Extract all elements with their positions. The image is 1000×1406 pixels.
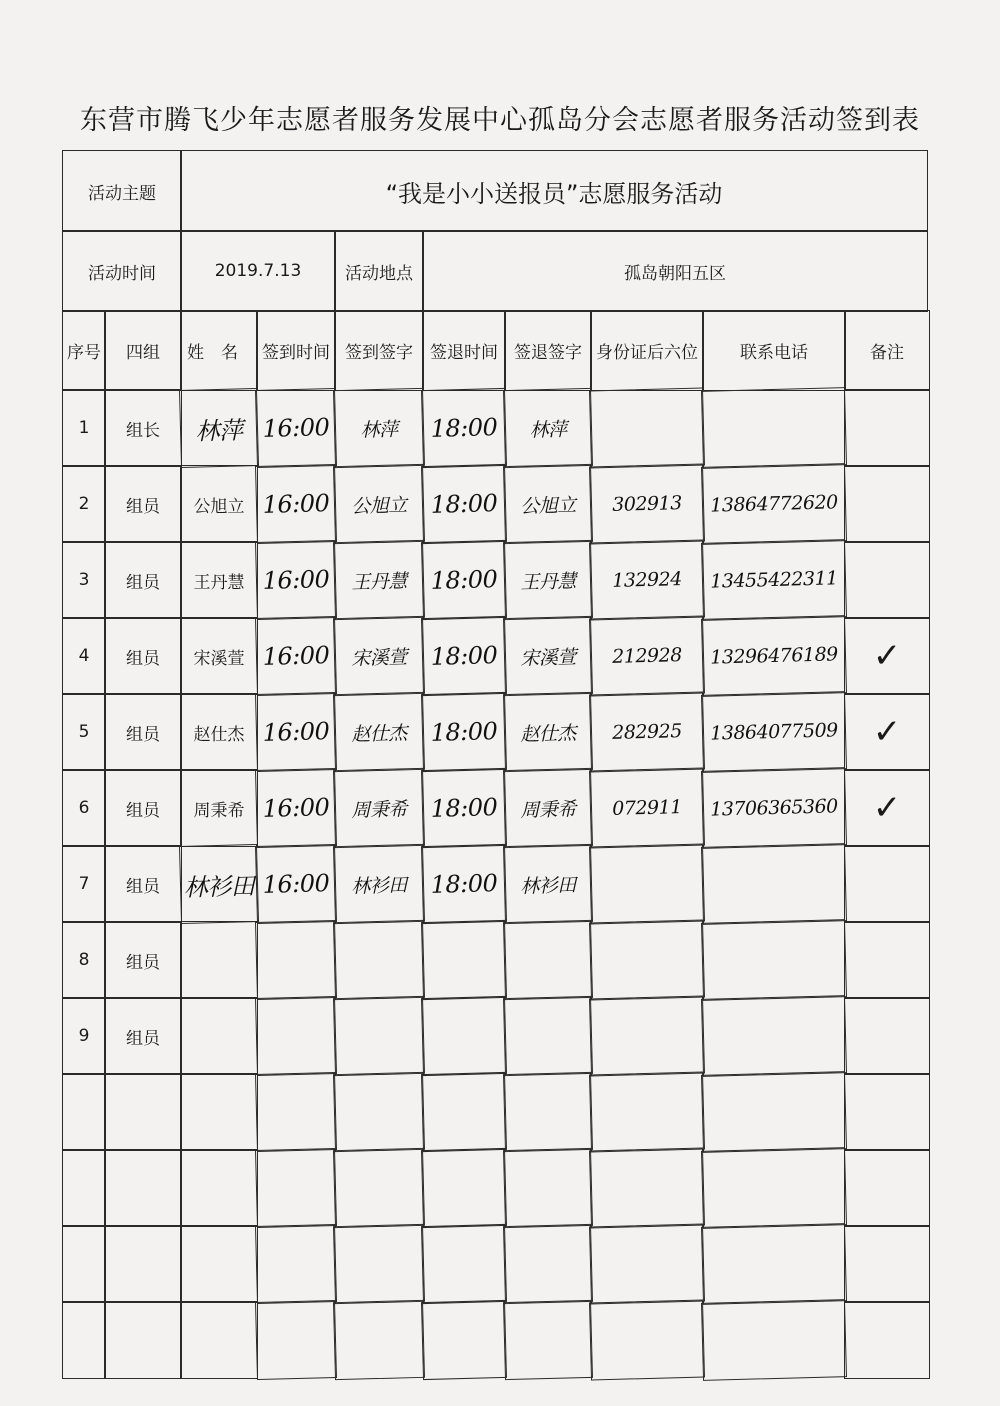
cell-in-time-row4: 16:00 bbox=[255, 616, 337, 696]
cell-in-sign-row12 bbox=[333, 1224, 425, 1304]
cell-group-row12 bbox=[104, 1225, 182, 1303]
cell-id6-row9 bbox=[589, 996, 705, 1077]
cell-id6-row7 bbox=[589, 844, 705, 925]
header-col-no: 序号 bbox=[62, 310, 106, 391]
cell-out-sign-row13 bbox=[503, 1300, 593, 1380]
cell-no-row5: 5 bbox=[62, 693, 106, 771]
cell-group-row4: 组员 bbox=[104, 617, 182, 695]
cell-phone-row7 bbox=[701, 843, 847, 925]
cell-group-row13 bbox=[104, 1301, 182, 1379]
cell-no-row11 bbox=[62, 1149, 106, 1227]
cell-note-row3 bbox=[844, 541, 930, 619]
form-title: 东营市腾飞少年志愿者服务发展中心孤岛分会志愿者服务活动签到表 bbox=[80, 105, 920, 136]
cell-group-row11 bbox=[104, 1149, 182, 1227]
cell-in-time-row12 bbox=[255, 1224, 337, 1304]
cell-in-sign-row5: 赵仕杰 bbox=[333, 692, 425, 772]
cell-in-time-row13 bbox=[255, 1300, 337, 1380]
cell-no-row8: 8 bbox=[62, 921, 106, 999]
cell-no-row6: 6 bbox=[62, 769, 106, 847]
time-label: 活动时间 bbox=[62, 230, 182, 312]
cell-phone-row6: 13706365360 bbox=[701, 767, 847, 849]
cell-out-time-row4: 18:00 bbox=[421, 616, 507, 696]
header-col-id6: 身份证后六位 bbox=[590, 310, 704, 391]
cell-id6-row3: 132924 bbox=[589, 540, 705, 621]
cell-in-time-row3: 16:00 bbox=[255, 540, 337, 620]
cell-out-sign-row2: 公旭立 bbox=[503, 464, 593, 544]
header-col-group: 四组 bbox=[104, 310, 182, 391]
cell-out-time-row6: 18:00 bbox=[421, 768, 507, 848]
cell-in-sign-row13 bbox=[333, 1300, 425, 1380]
cell-note-row9 bbox=[844, 997, 930, 1075]
header-col-phone: 联系电话 bbox=[702, 310, 846, 391]
cell-group-row8: 组员 bbox=[104, 921, 182, 999]
cell-name-row11 bbox=[180, 1149, 258, 1227]
cell-note-row2 bbox=[844, 465, 930, 543]
cell-out-time-row11 bbox=[421, 1148, 507, 1228]
cell-in-time-row10 bbox=[255, 1072, 337, 1152]
cell-out-sign-row11 bbox=[503, 1148, 593, 1228]
cell-out-sign-row12 bbox=[503, 1224, 593, 1304]
cell-out-sign-row7: 林衫田 bbox=[503, 844, 593, 924]
cell-name-row4: 宋溪萱 bbox=[180, 617, 258, 695]
cell-phone-row5: 13864077509 bbox=[701, 691, 847, 773]
cell-out-time-row3: 18:00 bbox=[421, 540, 507, 620]
cell-out-sign-row10 bbox=[503, 1072, 593, 1152]
cell-out-time-row9 bbox=[421, 996, 507, 1076]
cell-in-sign-row4: 宋溪萱 bbox=[333, 616, 425, 696]
cell-phone-row2: 13864772620 bbox=[701, 463, 847, 545]
cell-group-row3: 组员 bbox=[104, 541, 182, 619]
cell-id6-row5: 282925 bbox=[589, 692, 705, 773]
cell-no-row10 bbox=[62, 1073, 106, 1151]
cell-phone-row13 bbox=[701, 1299, 847, 1381]
cell-in-time-row5: 16:00 bbox=[255, 692, 337, 772]
cell-id6-row6: 072911 bbox=[589, 768, 705, 849]
cell-group-row7: 组员 bbox=[104, 845, 182, 923]
cell-note-row13 bbox=[844, 1301, 930, 1379]
cell-in-time-row6: 16:00 bbox=[255, 768, 337, 848]
cell-note-row12 bbox=[844, 1225, 930, 1303]
cell-out-time-row2: 18:00 bbox=[421, 464, 507, 544]
cell-group-row5: 组员 bbox=[104, 693, 182, 771]
place-value: 孤岛朝阳五区 bbox=[422, 230, 928, 312]
cell-name-row9 bbox=[180, 997, 258, 1075]
cell-note-row1 bbox=[844, 389, 930, 467]
cell-note-row7 bbox=[844, 845, 930, 923]
cell-in-sign-row3: 王丹慧 bbox=[333, 540, 425, 620]
cell-name-row8 bbox=[180, 921, 258, 999]
cell-in-sign-row11 bbox=[333, 1148, 425, 1228]
cell-out-time-row13 bbox=[421, 1300, 507, 1380]
cell-in-time-row11 bbox=[255, 1148, 337, 1228]
cell-no-row3: 3 bbox=[62, 541, 106, 619]
header-col-in-sign: 签到签字 bbox=[334, 310, 424, 391]
cell-id6-row12 bbox=[589, 1224, 705, 1305]
cell-out-sign-row9 bbox=[503, 996, 593, 1076]
cell-no-row4: 4 bbox=[62, 617, 106, 695]
cell-name-row12 bbox=[180, 1225, 258, 1303]
cell-name-row6: 周秉希 bbox=[180, 769, 258, 847]
cell-no-row12 bbox=[62, 1225, 106, 1303]
cell-no-row2: 2 bbox=[62, 465, 106, 543]
cell-in-sign-row7: 林衫田 bbox=[333, 844, 425, 924]
cell-out-time-row7: 18:00 bbox=[421, 844, 507, 924]
cell-phone-row9 bbox=[701, 995, 847, 1077]
cell-out-time-row12 bbox=[421, 1224, 507, 1304]
cell-in-sign-row2: 公旭立 bbox=[333, 464, 425, 544]
cell-in-sign-row9 bbox=[333, 996, 425, 1076]
cell-in-time-row9 bbox=[255, 996, 337, 1076]
header-col-note: 备注 bbox=[844, 310, 930, 391]
cell-no-row1: 1 bbox=[62, 389, 106, 467]
header-col-in-time: 签到时间 bbox=[256, 310, 336, 391]
cell-note-row10 bbox=[844, 1073, 930, 1151]
place-label: 活动地点 bbox=[334, 230, 424, 312]
cell-out-time-row5: 18:00 bbox=[421, 692, 507, 772]
cell-name-row5: 赵仕杰 bbox=[180, 693, 258, 771]
cell-id6-row8 bbox=[589, 920, 705, 1001]
cell-in-time-row8 bbox=[255, 920, 337, 1000]
cell-in-sign-row8 bbox=[333, 920, 425, 1000]
theme-label: 活动主题 bbox=[62, 150, 182, 232]
header-col-out-sign: 签退签字 bbox=[504, 310, 592, 391]
cell-phone-row8 bbox=[701, 919, 847, 1001]
cell-id6-row13 bbox=[589, 1300, 705, 1381]
cell-phone-row11 bbox=[701, 1147, 847, 1229]
cell-in-time-row1: 16:00 bbox=[255, 388, 337, 468]
cell-out-sign-row8 bbox=[503, 920, 593, 1000]
cell-name-row2: 公旭立 bbox=[180, 465, 258, 543]
cell-id6-row4: 212928 bbox=[589, 616, 705, 697]
cell-out-sign-row5: 赵仕杰 bbox=[503, 692, 593, 772]
theme-value: “我是小小送报员”志愿服务活动 bbox=[180, 150, 928, 232]
cell-note-row4: ✓ bbox=[844, 617, 930, 695]
cell-id6-row1 bbox=[589, 388, 705, 469]
header-col-out-time: 签退时间 bbox=[422, 310, 506, 391]
cell-no-row7: 7 bbox=[62, 845, 106, 923]
cell-phone-row12 bbox=[701, 1223, 847, 1305]
cell-group-row1: 组长 bbox=[104, 389, 182, 467]
cell-phone-row10 bbox=[701, 1071, 847, 1153]
cell-in-sign-row10 bbox=[333, 1072, 425, 1152]
cell-out-time-row1: 18:00 bbox=[421, 388, 507, 468]
cell-in-time-row2: 16:00 bbox=[255, 464, 337, 544]
cell-out-time-row8 bbox=[421, 920, 507, 1000]
cell-name-row3: 王丹慧 bbox=[180, 541, 258, 619]
cell-id6-row11 bbox=[589, 1148, 705, 1229]
cell-note-row8 bbox=[844, 921, 930, 999]
header-col-name: 姓 名 bbox=[180, 310, 258, 391]
cell-name-row13 bbox=[180, 1301, 258, 1379]
cell-group-row6: 组员 bbox=[104, 769, 182, 847]
cell-in-sign-row1: 林萍 bbox=[333, 388, 425, 468]
cell-name-row10 bbox=[180, 1073, 258, 1151]
cell-note-row6: ✓ bbox=[844, 769, 930, 847]
cell-group-row2: 组员 bbox=[104, 465, 182, 543]
cell-no-row9: 9 bbox=[62, 997, 106, 1075]
cell-in-time-row7: 16:00 bbox=[255, 844, 337, 924]
cell-phone-row3: 13455422311 bbox=[701, 539, 847, 621]
cell-no-row13 bbox=[62, 1301, 106, 1379]
cell-out-sign-row6: 周秉希 bbox=[503, 768, 593, 848]
cell-out-sign-row1: 林萍 bbox=[503, 388, 593, 468]
sign-in-table bbox=[62, 150, 928, 1368]
cell-id6-row2: 302913 bbox=[589, 464, 705, 545]
cell-out-sign-row3: 王丹慧 bbox=[503, 540, 593, 620]
cell-phone-row4: 13296476189 bbox=[701, 615, 847, 697]
cell-note-row5: ✓ bbox=[844, 693, 930, 771]
cell-group-row10 bbox=[104, 1073, 182, 1151]
cell-id6-row10 bbox=[589, 1072, 705, 1153]
time-value: 2019.7.13 bbox=[180, 230, 336, 312]
cell-out-time-row10 bbox=[421, 1072, 507, 1152]
cell-name-row1: 林萍 bbox=[179, 388, 259, 468]
cell-out-sign-row4: 宋溪萱 bbox=[503, 616, 593, 696]
cell-group-row9: 组员 bbox=[104, 997, 182, 1075]
cell-phone-row1 bbox=[701, 387, 847, 469]
cell-name-row7: 林衫田 bbox=[179, 844, 259, 924]
cell-note-row11 bbox=[844, 1149, 930, 1227]
cell-in-sign-row6: 周秉希 bbox=[333, 768, 425, 848]
